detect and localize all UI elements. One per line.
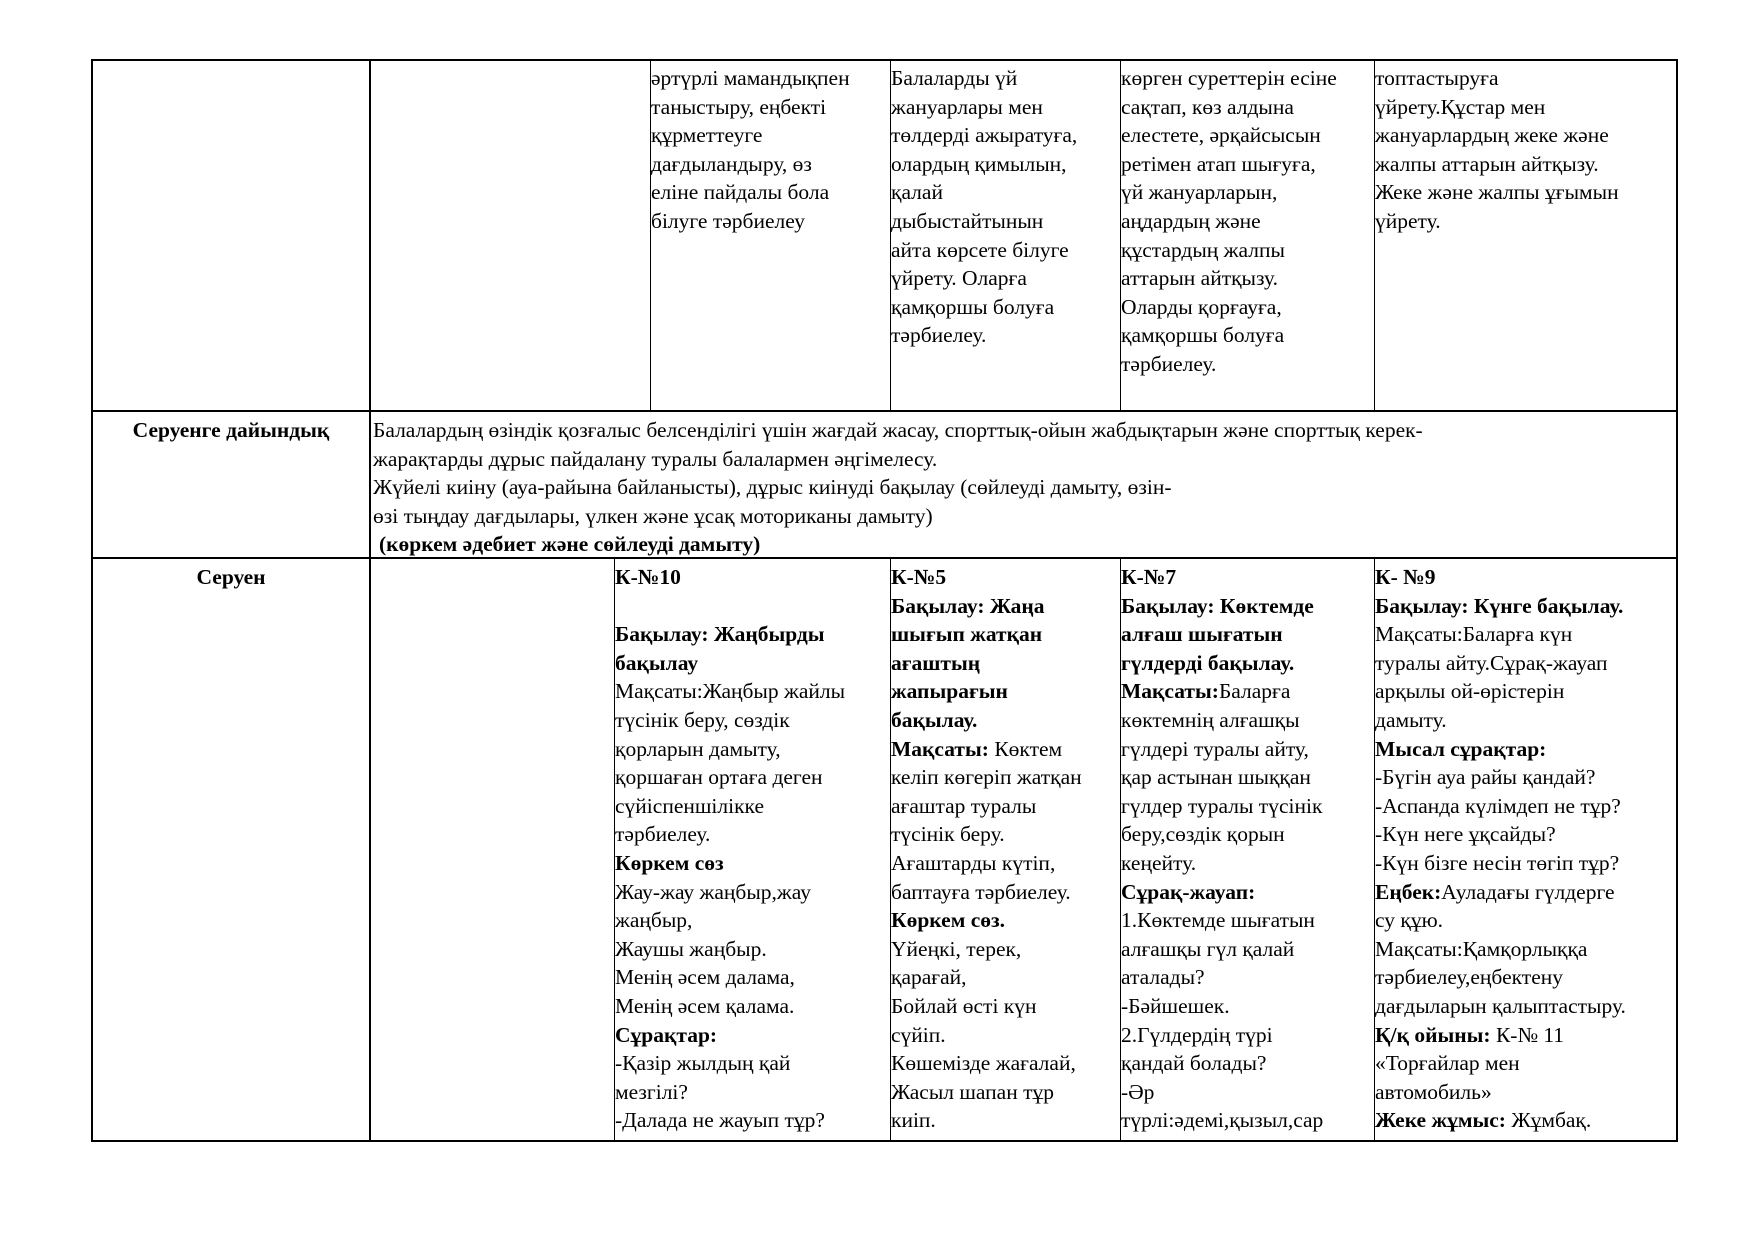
text-line: Балалардың өзіндік қозғалыс белсенділігі үшін жағдай жасау, спорттық-ойын жабдықтарын және спорттық керек-	[373, 418, 1423, 442]
text-line: Көркем сөз.	[891, 908, 1006, 933]
table-border-left	[91, 59, 93, 1142]
text-line: жарақтарды дұрыс пайдалану туралы балалармен әңгімелесу.	[373, 446, 938, 471]
text-line: беру,сөздік қорын	[1121, 822, 1285, 847]
text-line: жалпы аттарын айтқызу.	[1375, 151, 1599, 176]
row3-cell-3	[615, 563, 889, 1135]
text-line: қарағай,	[891, 965, 967, 990]
text-line: шығып жатқан	[891, 622, 1043, 647]
text-line: туралы айту.Сұрақ-жауап	[1375, 650, 1608, 675]
text-line: құстардың жалпы	[1121, 237, 1285, 262]
bold-segment: Мақсаты:	[891, 736, 995, 761]
text-line: дағдыларын қалыптастыру.	[1375, 993, 1626, 1018]
text-segment: К-№ 11	[1495, 1022, 1565, 1047]
text-line: 1.Көктемде шығатын	[1121, 908, 1315, 933]
text-line: жапырағын	[891, 679, 1008, 704]
row3-cell-6	[1375, 563, 1675, 1135]
text-line: -Бәйшешек.	[1121, 993, 1230, 1018]
text-line: қорларын дамыту,	[615, 736, 781, 761]
text-line: -Бүгін ауа райы қандай?	[1375, 765, 1596, 790]
text-line: көктемнің алғашқы	[1121, 707, 1300, 732]
text-line: Ағаштарды күтіп,	[891, 850, 1056, 875]
text-line: түсінік беру, сөздік	[615, 707, 790, 732]
text-line: -Күн неге ұқсайды?	[1375, 822, 1556, 847]
text-line: алғашқы гүл қалай	[1121, 936, 1295, 961]
text-line: тәрбиелеу.	[1121, 351, 1217, 376]
text-line: дыбыстайтынын	[891, 208, 1044, 233]
bold-segment: Мақсаты:	[1121, 679, 1219, 704]
text-line: -Қазір жылдың қай	[615, 1051, 791, 1076]
bold-segment: Еңбек:	[1375, 879, 1442, 904]
text-line: жаңбыр,	[615, 908, 693, 933]
text-line	[615, 592, 889, 621]
row1-cell-4	[891, 64, 1119, 350]
text-line: сақтап, көз алдына	[1121, 94, 1294, 119]
table-border-right	[1676, 59, 1678, 1142]
text-line: арқылы ой-өрістерін	[1375, 679, 1565, 704]
text-line: олардың қимылын,	[891, 151, 1067, 176]
text-line: К-№5	[891, 565, 947, 589]
text-line: гүлдерді бақылау.	[1121, 650, 1295, 675]
row3-cell-5	[1121, 563, 1374, 1135]
text-line	[891, 735, 1119, 764]
row1-cell-5	[1121, 64, 1374, 379]
text-line: К- №9	[1375, 565, 1436, 589]
text-line: топтастыруға	[1375, 66, 1499, 90]
text-line: сүйіспеншілікке	[615, 793, 764, 818]
text-line: жануарлардың жеке және	[1375, 123, 1609, 148]
text-line: қалай	[891, 180, 943, 205]
text-line: Бақылау: Жаңбырды	[615, 622, 825, 647]
text-line: білуге тәрбиелеу	[651, 208, 806, 233]
text-line: Сұрақтар:	[615, 1022, 718, 1047]
bold-segment: Қ/қ ойыны:	[1375, 1022, 1496, 1047]
table-border-bottom	[91, 1140, 1678, 1142]
bold-text-line: (көркем әдебиет және сөйлеуді дамыту)	[379, 532, 761, 557]
text-line: Жеке және жалпы ұғымын	[1375, 180, 1619, 205]
text-line: гүлдер туралы түсінік	[1121, 793, 1323, 818]
text-line: үй жануарларын,	[1121, 180, 1278, 205]
text-line: Менің әсем қалама.	[615, 993, 795, 1018]
text-line: жануарлары мен	[891, 94, 1043, 119]
text-line: дамыту.	[1375, 707, 1447, 732]
row3-label	[93, 563, 369, 592]
row3-cell-4	[891, 563, 1119, 1135]
text-line: ағаштар туралы	[891, 793, 1037, 818]
text-line: Мақсаты:Қамқорлыққа	[1375, 936, 1588, 961]
text-line: аттарын айтқызу.	[1121, 266, 1279, 291]
text-line: автомобиль»	[1375, 1079, 1492, 1104]
text-line: К-№7	[1121, 565, 1177, 589]
text-line: Жаушы жаңбыр.	[615, 936, 767, 961]
row-label-text: Серуенге дайындық	[132, 418, 330, 442]
text-line: су құю.	[1375, 908, 1444, 933]
text-line: құрметтеуге	[651, 123, 763, 148]
text-line: Жау-жау жаңбыр,жау	[615, 879, 811, 904]
row1-cell-6	[1375, 64, 1675, 236]
text-line: көрген суреттерін есіне	[1121, 66, 1337, 90]
text-line: -Далада не жауып тұр?	[615, 1108, 825, 1133]
text-line: аңдардың және	[1121, 208, 1261, 233]
text-line: гүлдері туралы айту,	[1121, 736, 1309, 761]
text-line: К-№10	[615, 565, 681, 589]
text-line: тәрбиелеу.	[891, 323, 987, 348]
row-divider-1	[91, 410, 1678, 412]
text-line: Мақсаты:Жаңбыр жайлы	[615, 679, 846, 704]
text-line: 2.Гүлдердің түрі	[1121, 1022, 1273, 1047]
text-line	[1375, 1106, 1675, 1135]
text-line: Менің әсем далама,	[615, 965, 795, 990]
text-line: үйрету. Оларға	[891, 266, 1027, 291]
row2-label	[93, 416, 369, 445]
text-line: -Әр	[1121, 1079, 1155, 1104]
text-segment: Баларға	[1218, 679, 1291, 704]
bold-segment: Жеке жұмыс:	[1375, 1108, 1512, 1133]
text-line: ретімен атап шығуға,	[1121, 151, 1316, 176]
text-segment: Ауладағы гүлдерге	[1441, 879, 1615, 904]
text-line: кеңейту.	[1121, 850, 1197, 875]
text-line: Бақылау: Көктемде	[1121, 593, 1314, 618]
text-line	[1121, 677, 1374, 706]
text-line: қамқоршы болуға	[1121, 323, 1285, 348]
text-line: мезгілі?	[615, 1079, 688, 1104]
text-line: Мақсаты:Баларға күн	[1375, 622, 1573, 647]
text-line: Жүйелі киіну (ауа-райына байланысты), дұрыс киінуді бақылау (сөйлеуді дамыту, өзін-	[373, 475, 1172, 500]
text-line: Бойлай өсті күн	[891, 993, 1037, 1018]
text-line: таныстыру, еңбекті	[651, 94, 827, 119]
row-label-text: Серуен	[196, 565, 266, 589]
text-line: қамқоршы болуға	[891, 294, 1055, 319]
text-line: өзі тыңдау дағдылары, үлкен және ұсақ моториканы дамыту)	[373, 503, 933, 528]
text-line: бақылау	[615, 650, 699, 675]
text-segment: Көктем	[994, 736, 1063, 761]
text-line: түрлі:әдемі,қызыл,сар	[1121, 1108, 1324, 1133]
text-line	[1375, 878, 1675, 907]
text-line: еліне пайдалы бола	[651, 180, 830, 205]
text-line: Оларды қорғауға,	[1121, 294, 1282, 319]
text-line: «Торғайлар мен	[1375, 1051, 1520, 1076]
text-line: киіп.	[891, 1108, 936, 1133]
text-line: бақылау.	[891, 707, 978, 732]
text-line: Көркем сөз	[615, 850, 724, 875]
text-line: келіп көгеріп жатқан	[891, 765, 1082, 790]
column-divider-1	[369, 59, 371, 1142]
text-segment: Жұмбақ.	[1511, 1108, 1592, 1133]
text-line: дағдыландыру, өз	[651, 151, 812, 176]
text-line: қандай болады?	[1121, 1051, 1267, 1076]
text-line: сүйіп.	[891, 1022, 946, 1047]
text-line: Сұрақ-жауап:	[1121, 879, 1256, 904]
text-line	[1375, 1021, 1675, 1050]
row2-content	[373, 416, 1673, 559]
text-line: үйрету.	[1375, 208, 1441, 233]
text-line: -Аспанда күлімдеп не тұр?	[1375, 793, 1621, 818]
text-line: баптауға тәрбиелеу.	[891, 879, 1071, 904]
text-line: Жасыл шапан тұр	[891, 1079, 1055, 1104]
text-line: Бақылау: Жаңа	[891, 593, 1045, 618]
text-line: Көшемізде жағалай,	[891, 1051, 1076, 1076]
text-line: ағаштың	[891, 650, 981, 675]
text-line: -Күн бізге несін төгіп тұр?	[1375, 850, 1620, 875]
text-line: айта көрсете білуге	[891, 237, 1069, 262]
row1-cell-3	[651, 64, 889, 236]
text-line: қар астынан шыққан	[1121, 765, 1311, 790]
text-line: үйрету.Құстар мен	[1375, 94, 1546, 119]
text-line: аталады?	[1121, 965, 1205, 990]
text-line: түсінік беру.	[891, 822, 1005, 847]
text-line: Балаларды үй	[891, 66, 1018, 90]
text-line: Бақылау: Күнге бақылау.	[1375, 593, 1624, 618]
text-line: тәрбиелеу.	[615, 822, 711, 847]
text-line: қоршаған ортаға деген	[615, 765, 823, 790]
text-line: Үйеңкі, терек,	[891, 936, 1022, 961]
text-line: елестете, әрқайсысын	[1121, 123, 1321, 148]
table-border-top	[91, 59, 1678, 61]
text-line: төлдерді ажыратуға,	[891, 123, 1078, 148]
text-line: әртүрлі мамандықпен	[651, 66, 850, 90]
text-line: алғаш шығатын	[1121, 622, 1283, 647]
text-line: Мысал сұрақтар:	[1375, 736, 1547, 761]
text-line: тәрбиелеу,еңбектену	[1375, 965, 1563, 990]
